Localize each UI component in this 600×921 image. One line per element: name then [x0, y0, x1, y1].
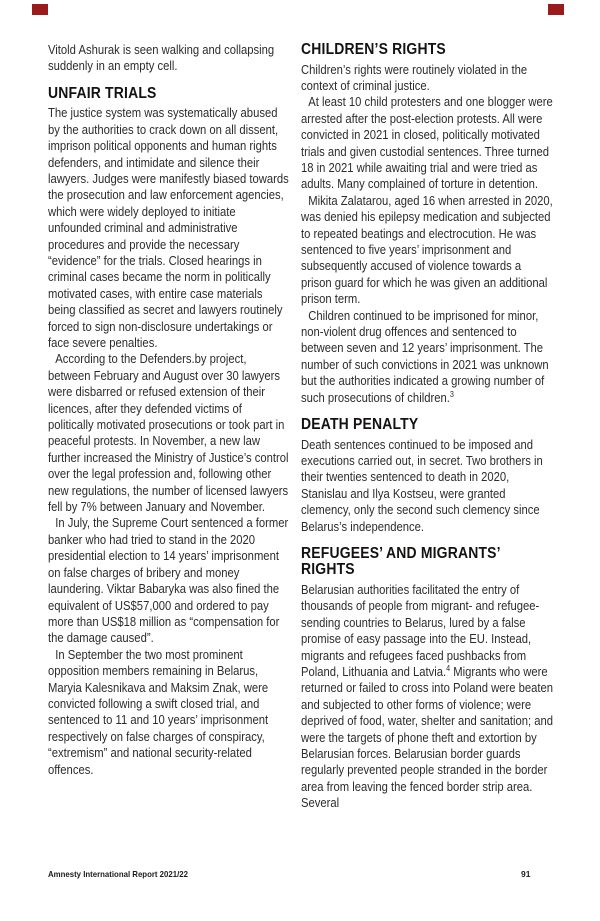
- footer-report-title: Amnesty International Report 2021/22: [48, 869, 188, 879]
- section-heading: DEATH PENALTY: [301, 416, 419, 434]
- bleed-mark-left: [32, 4, 48, 15]
- bleed-mark-right: [548, 4, 564, 15]
- section-heading: REFUGEES’ AND MIGRANTS’ RIGHTS: [301, 544, 500, 579]
- footer-page-number: 91: [521, 869, 531, 879]
- text-column-right: [301, 42, 554, 812]
- footnote-reference: 3: [449, 389, 454, 399]
- footnote-reference: 4: [446, 663, 451, 673]
- paragraph: Vitold Ashurak is seen walking and collapsing suddenly in an empty cell.: [48, 43, 275, 74]
- section-heading: UNFAIR TRIALS: [48, 84, 157, 102]
- paragraph: Children’s rights were routinely violated in the context of criminal justice.: [301, 62, 528, 93]
- paragraph: Belarusian authorities facilitated the entry of thousands of people from migrant- and refugee-sending countries to Belarus, lured by a false promise of easy passage into the EU. Instead, migrants and refugees faced pushbacks from Poland, Lithuania and Latvia.$^4$ Migrants who were returned or failed to cross into Poland were beaten and subjected to other forms of violence; were deprived of food, water, shelter and sanitation; and were the targets of phone theft and extortion by Belarusian forces. Belarusian border guards regularly prevented people stranded in the border area from leaving the fenced border strip area. Several: [301, 582, 554, 811]
- paragraph: Children continued to be imprisoned for minor, non-violent drug offences and sentenced to between seven and 12 years’ imprisonment. The number of such convictions in 2021 was unknown but the authorities indicated a growing number of such prosecutions of children.$^3$: [301, 308, 549, 405]
- paragraph: The justice system was systematically abused by the authorities to crack down on all dissent, imprison political opponents and human rights defenders, and intimidate and silence their lawyers. Judges were manifestly biased towards the prosecution and law enforcement agencies, which were widely deployed to initiate unfounded criminal and administrative procedures and provide the necessary “evidence” for the trials. Closed hearings in criminal cases became the norm in politically motivated cases, with entire case materials being classified as secret and lawyers routinely forced to sign non-disclosure undertakings or face severe penalties.: [48, 106, 289, 350]
- section-heading: CHILDREN’S RIGHTS: [301, 41, 446, 58]
- text-column-left: [48, 42, 289, 778]
- paragraph: In September the two most prominent opposition members remaining in Belarus, Maryia Kalesnikava and Maksim Znak, were convicted following a swift closed trial, and sentenced to 11 and 10 years’ imprisonment respectively on false charges of conspiracy, “extremism” and national security-related offences.: [48, 647, 269, 777]
- paragraph: According to the Defenders.by project, between February and August over 30 lawyers were disbarred or refused extension of their licences, after they defended victims of politically motivated prosecutions or took part in peaceful protests. In November, a new law further increased the Ministry of Justice’s control over the legal profession and, following other new regulations, the number of licensed lawyers fell by 7% between January and November.: [48, 352, 289, 515]
- paragraph: At least 10 child protesters and one blogger were arrested after the post-election protests. All were convicted in 2021 in closed, politically motivated trials and given custodial sentences. Three turned 18 in 2021 while awaiting trial and were tried as adults. Many complained of torture in detention.: [301, 95, 553, 192]
- paragraph: Mikita Zalatarou, aged 16 when arrested in 2020, was denied his epilepsy medication and subjected to repeated beatings and electrocution. He was sentenced to five years’ imprisonment and subsequently accused of violence towards a prison guard for which he was given an additional prison term.: [301, 193, 553, 307]
- paragraph: Death sentences continued to be imposed and executions carried out, in secret. Two brothers in their twenties sentenced to death in 2020, Stanislau and Ilya Kostseu, were granted clemency, only the second such clemency since Belarus’s independence.: [301, 437, 543, 534]
- paragraph: In July, the Supreme Court sentenced a former banker who had tried to stand in the 2020 presidential election to 14 years’ imprisonment on false charges of bribery and money laundering. Viktar Babaryka was also fined the equivalent of US$57,000 and ordered to pay more than US$18 million as “compensation for the damage caused”.: [48, 516, 289, 646]
